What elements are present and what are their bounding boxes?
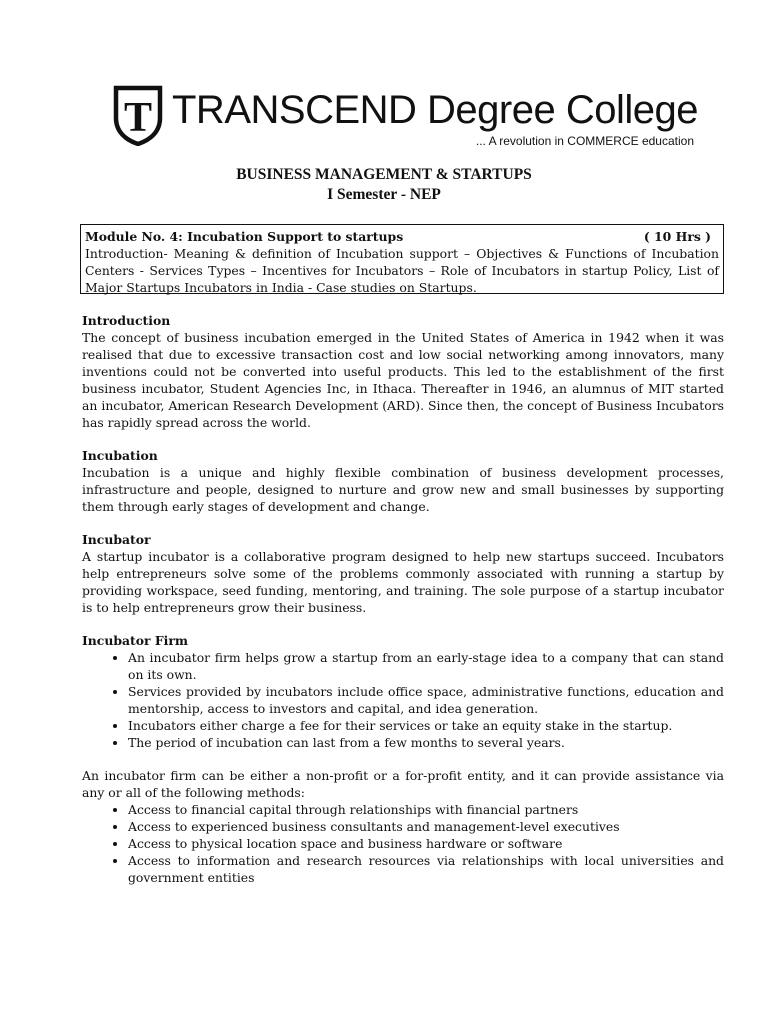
incubator-methods-intro: An incubator firm can be either a non-profit or a for-profit entity, and it can provide assistance via any or all of the following methods: bbox=[82, 768, 724, 800]
section-title-incubator-firm: Incubator Firm bbox=[82, 633, 189, 648]
list-item: • Incubators either charge a fee for their services or take an equity stake in the startup. bbox=[128, 717, 724, 734]
section-body-introduction: The concept of business incubation emerged in the United States of America in 1942 when it was realised that due to excessive transaction cost and low social networking among innovators, many inventions could not be converted into useful products. This led to the establishment of the first business incubator, Student Agencies Inc, in Ithaca. Thereafter in 1946, an alumnus of MIT started an incubator, American Research Development (ARD). Since then, the concept of Business Incubators has rapidly spread across the world. bbox=[82, 330, 724, 430]
list-item: • Access to physical location space and business hardware or software bbox=[128, 835, 724, 852]
document-body bbox=[82, 312, 724, 886]
section-title-introduction: Introduction bbox=[82, 313, 171, 328]
list-item: • Services provided by incubators include office space, administrative functions, education and mentorship, access to investors and capital, and idea generation. bbox=[128, 683, 724, 717]
list-item: • Access to experienced business consultants and management-level executives bbox=[128, 818, 724, 835]
incubator-firm-bullets bbox=[82, 649, 724, 751]
semester-title: I Semester - NEP bbox=[327, 186, 441, 203]
college-emblem-icon bbox=[110, 84, 166, 146]
list-item: • The period of incubation can last from a few months to several years. bbox=[128, 734, 724, 751]
college-logo bbox=[110, 82, 710, 154]
section-title-incubator: Incubator bbox=[82, 532, 151, 547]
section-title-incubation: Incubation bbox=[82, 448, 158, 463]
college-tagline: ... A revolution in COMMERCE education bbox=[475, 134, 694, 148]
module-hours: ( 10 Hrs ) bbox=[643, 229, 711, 244]
section-body-incubation: Incubation is a unique and highly flexible combination of business development processes, infrastructure and people, designed to nurture and grow new and small businesses by supporting them through early stages of development and change. bbox=[82, 465, 724, 514]
module-box bbox=[80, 224, 724, 294]
list-item: • Access to information and research resources via relationships with local universities and government entities bbox=[128, 852, 724, 886]
college-name: TRANSCEND Degree College bbox=[172, 88, 698, 132]
module-header bbox=[85, 228, 719, 245]
emblem-letter: T bbox=[123, 95, 153, 141]
course-title: BUSINESS MANAGEMENT & STARTUPS bbox=[236, 166, 532, 183]
module-title: Module No. 4: Incubation Support to startups bbox=[85, 229, 404, 244]
module-description: Introduction- Meaning & definition of Incubation support – Objectives & Functions of Incubation Centers - Services Types – Incentives for Incubators – Role of Incubators in startup Policy, List of Major Startups Incubators in India - Case studies on Startups. bbox=[85, 246, 719, 295]
list-item: • Access to financial capital through relationships with financial partners bbox=[128, 801, 724, 818]
section-body-incubator: A startup incubator is a collaborative program designed to help new startups succeed. Incubators help entrepreneurs solve some of the problems commonly associated with running a startup by providing workspace, seed funding, mentoring, and training. The sole purpose of a startup incubator is to help entrepreneurs grow their business. bbox=[82, 549, 724, 615]
incubator-methods-list bbox=[82, 801, 724, 886]
list-item: • An incubator firm helps grow a startup from an early-stage idea to a company that can stand on its own. bbox=[128, 649, 724, 683]
